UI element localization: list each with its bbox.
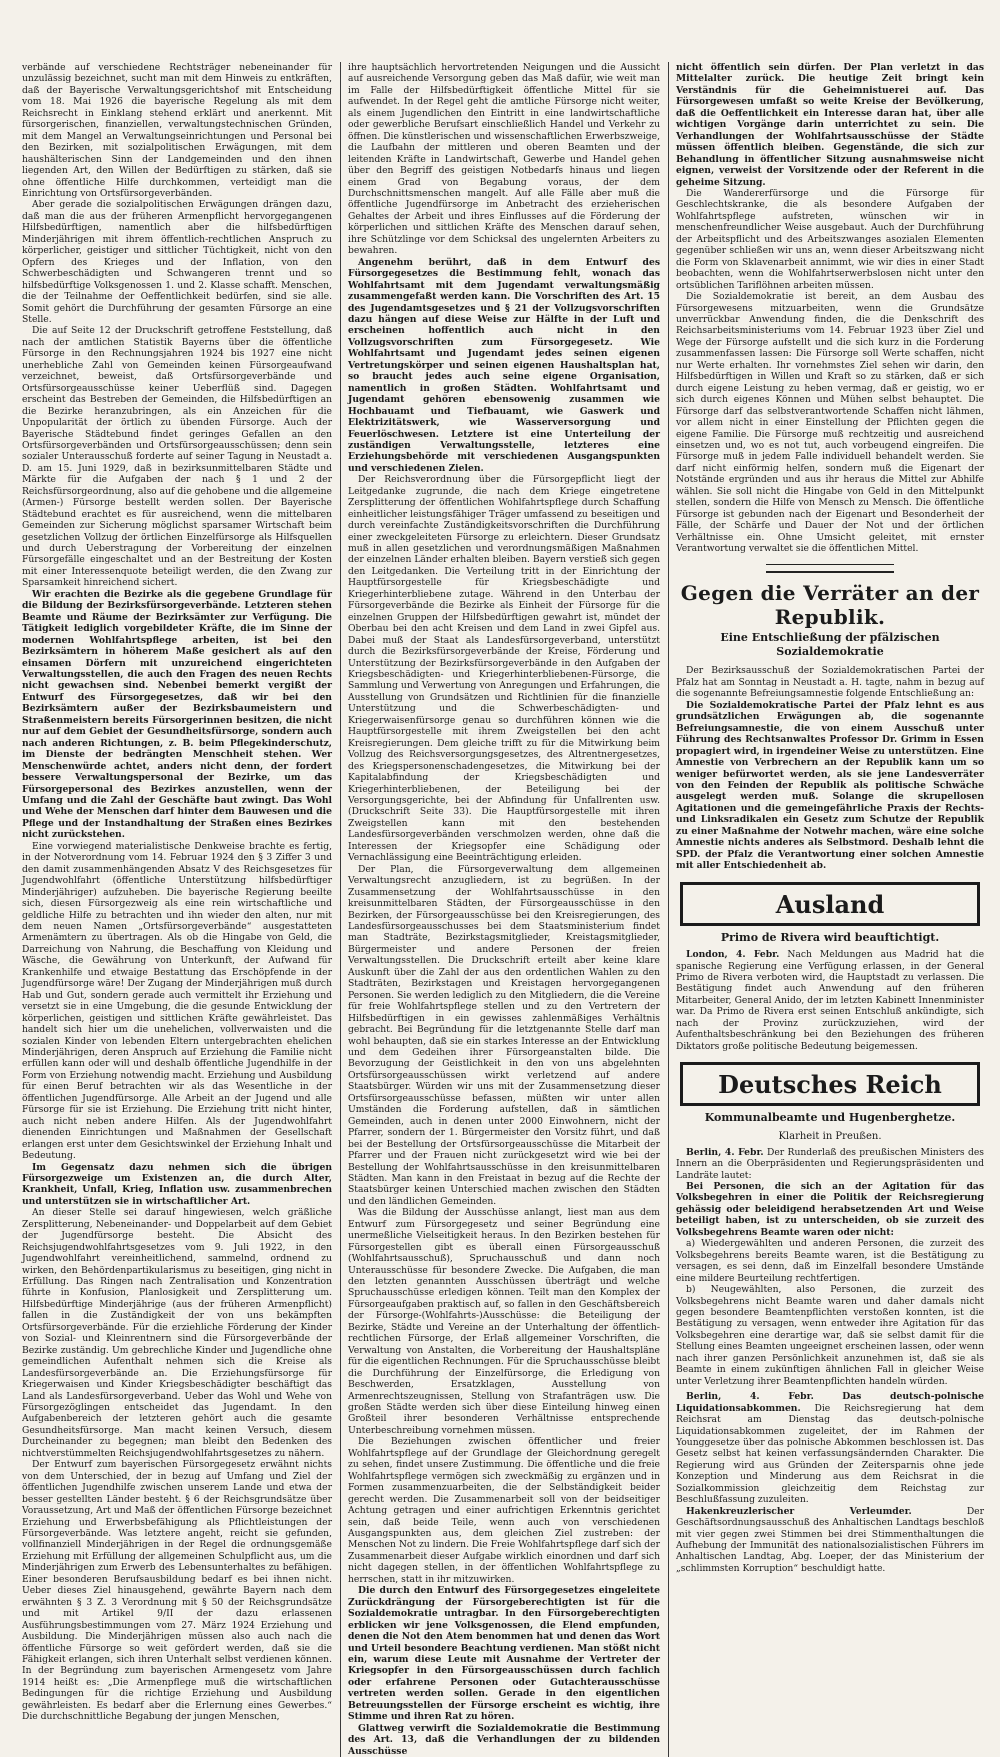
column1-paragraph: Die auf Seite 12 der Druckschrift getroffene Feststellung, daß nach der amtlichen Statistik Bayerns über die öffentliche Fürsorge in den Rechnungsjahren 1924 bis 1927 eine nicht unerhebliche Zahl von Gemeinden keinen Fürsorgeaufwand verzeichnet, beweist, daß Ortsfürsorgeverbände und Ortsfürsorgeausschüsse keiner Ueberflüß sind. Dagegen erscheint das Bestreben der Gemeinden, die Hilfsbedürftigen an die Bezirke heranzubringen, als ein Anzeichen für die Unpopularität der örtlich zu übenden Fürsorge. Auch der Bayerische Städtebund findet geringes Gefallen an den Ortsfürsorgeverbänden und Ortsfürsorgeausschüssen; denn sein sozialer Unterausschuß forderte auf seiner Tagung in Neustadt a. D. am 15. Juni 1929, daß in bezirksunmittelbaren Städte und Märkte für die Aufgaben der nach § 1 und 2 der Reichsfürsorgeordnung, also auf die gehobene und die allgemeine (Armen-) Fürsorge bestellt werden sollen. Der Bayerische Städtebund erachtet es für ausreichend, wenn die mittelbaren Gemeinden zur Sicherung möglichst sparsamer Wirtschaft beim gesetzlichen Vollzug der örtlichen Einzelfürsorge als Hilfsquellen und durch Ueberstragung der Vorbereitung der einzelnen Fürsorgefälle eingeschaltet und an der Bestreitung der Kosten mit einer Interessenquote beteiligt werden, die den Zwang zur Sparsamkeit hinreichend sichert. [22, 325, 332, 589]
column2-paragraph: Der Plan, die Fürsorgeverwaltung dem allgemeinen Verwaltungsrecht anzugliedern, ist zu begrüßen. In der Zusammensetzung der Wohlfahrtsausschüsse in den kreisunmittelbaren Städten, der Fürsorgeausschüsse in den Bezirken, der Fürsorgeausschüsse bei den Kreisregierungen, des Landesfürsorgeausschusses bei dem Staatsministerium findet man Stadträte, Bezirkstagsmitglieder, Kreistagsmitglieder, Bürgermeister und andere Personen der freien Verwaltungsstellen. Die Druckschrift erteilt aber keine klare Auskunft über die Zahl der aus den ordentlichen Wahlen zu den Stadträten, Bezirkstagen und Kreistagen hervorgegangenen Personen. Sie werden lediglich zu den Mitgliedern, die die Vereine für freie Wohlfahrtspflege stellen und zu den Vertretern der Hilfsbedürftigen in ein gewisses zahlenmäßiges Verhältnis gebracht. Bei Begründung für die letztgenannte Stelle darf man wohl behaupten, daß sie ein starkes Interesse an der Entwicklung und dem Gedeihen ihrer Fürsorgeanstalten bilde. Die Bevorzugung der Geistlichkeit in den von uns abgelehnten Ortsfürsorgeausschüssen wirkt verletzend auf andere Staatsbürger. Würden wir uns mit der Zusammensetzung dieser Ortsfürsorgeausschüsse befassen, müßten wir unter allen Umständen die Forderung aufstellen, daß in sämtlichen Gemeinden, auch in denen unter 2000 Einwohnern, nicht der Pfarrer, sondern der 1. Bürgermeister den Vorsitz führt, und daß bei der Bestellung der Ortsfürsorgeausschüsse die Mitarbeit der Pfarrer und der Frauen nicht zurückgesetzt wird wie bei der Bestellung der Wohlfahrtsausschüsse in den kreisunmittelbaren Städten. Man kann in den Freistaat in bezug auf die Rechte der Staatsbürger keinen Unterschied machen zwischen den Städten und den ländlichen Gemeinden. [348, 863, 660, 1207]
column-1 [22, 62, 332, 1757]
column3-paragraph: Die Wandererfürsorge und die Fürsorge für Geschlechtskranke, die als besondere Aufgaben der Wohlfahrtspflege aufstreten, wünschen wir in menschenfreundlicher Weise ausgebaut. Auch der Durchführung der Arbeitspflicht und des Arbeitszwanges asozialen Elementen gegenüber schließen wir uns an, wenn dieser Arbeitszwang nicht die Form von Sklavenarbeit annimmt, wie wir dies in einer Stadt beobachten, wenn die Wohlfahrtserwerbslosen nicht unter den ortsüblichen Tariflöhnen arbeiten müssen. [676, 187, 984, 291]
section-box-deutsches-reich: Deutsches Reich [680, 1062, 980, 1106]
dateline: London, 4. Febr. [686, 949, 780, 961]
article-subtitle: Klarheit in Preußen. [778, 1130, 882, 1142]
column2-paragraph: ihre hauptsächlich hervortretenden Neigungen und die Aussicht auf ausreichende Versorgung geben das Maß dafür, wie weit man im Falle der Hilfsbedürftigkeit öffentliche Mittel für sie aufwendet. In der Regel geht die amtliche Fürsorge nicht weiter, als einem Jugendlichen den Eintritt in eine landwirtschaftliche oder gewerbliche Berufsart einschließlich Handel und Verkehr zu öffnen. Die künstlerischen und wissenschaftlichen Erwerbszweige, die Laufbahn der mittleren und oberen Beamten und der leitenden Kräfte in Landwirtschaft, Gewerbe und Handel gehen über den Begriff des geistigen Notbedarfs hinaus und liegen einem Grad von Begabung voraus, der dem Durchschnittsmenschen mangelt. Auf alle Fälle aber muß die öffentliche Jugendfürsorge im Anbetracht des erzieherischen Gehaltes der Arbeit und ihres Einflusses auf die Förderung der körperlichen und sittlichen Kräfte des Menschen darauf sehen, ihre Schützlinge vor dem Schicksal des ungelernten Arbeiters zu bewahren. [348, 62, 660, 257]
article-headline: Gegen die Verräter an der Republik. [680, 581, 980, 630]
column1-paragraph: Eine vorwiegend materialistische Denkweise brachte es fertig, in der Notverordnung vom 14. Februar 1924 den § 3 Ziffer 3 und den damit zusammenhängenden Absatz V des Reichsgesetzes für Jugendwohlfahrt (öffentliche Unterstützung hilfsbedürftiger Minderjähriger) aufzuheben. Die bayerische Regierung beeilte sich, diesen Fürsorgezweig als eine rein wirtschaftliche und geldliche Hilfe zu betrachten und ihn wieder den alten, nur mit dem neuen Namen „Ortsfürsorgeverbände“ ausgestatteten Armenämtern zu übertragen. Als ob die Hingabe von Geld, die Darreichung von Nahrung, die Beschaffung von Kleidung und Wäsche, die Gewährung von Unterkunft, der Aufwand für Krankenhilfe und etwaige Bestattung das Erschöpfende in der Jugendfürsorge wäre! Der Zugang der Minderjährigen muß durch Hab und Gut, sondern gerade auch vermittelt ihr Erziehung und versetzt sie in eine Umgebung, die die gesunde Entwicklung der körperlichen, geistigen und sittlichen Kräfte gewährleistet. Das handelt sich hier um die unehelichen, vollverwaisten und die sozialen Kinder von lebenden Eltern untergebrachten ehelichen Minderjährigen, deren Anspruch auf Erziehung die Familie nicht erfüllen kann oder will und deshalb öffentliche Jugendhilfe in der Form von Erziehung notwendig macht. Erziehung und Ausbildung für einen Beruf betrachten wir als das Wesentliche in der öffentlichen Jugendfürsorge. Alle Arbeit an der Jugend und alle Fürsorge für sie ist Erziehung. Die Erziehung tritt nicht hinter, auch nicht neben andere Hilfen. Als der Jugendwohlfahrt dienenden Einrichtungen und Maßnahmen der Gesellschaft erlangen erst unter dem Gesichtswinkel der Erziehung Inhalt und Bedeutung. [22, 840, 332, 1162]
column1-paragraph: Im Gegensatz dazu nehmen sich die übrigen Fürsorgezweige um Existenzen an, die durch Alter, Krankheit, Unfall, Krieg, Inflation usw. zusammenbrechen und unterstützen sie in wirtschaftlicher Art. [22, 1161, 332, 1207]
column1-paragraph: Aber gerade die sozialpolitischen Erwägungen drängen dazu, daß man die aus der früheren Armenpflicht hervorgegangenen Hilfsbedürftigen, namentlich aber die hilfsbedürftigen Minderjährigen mit ihrem öffentlich-rechtlichen Anspruch zu körperlicher, geistiger und sittlicher Tüchtigkeit, nicht von den Opfern des Krieges und der Inflation, von den Schwerbeschädigten und Schwangeren trennt und so hilfsbedürftige Volksgenossen 1. und 2. Klasse schafft. Menschen, die der Teilnahme der Oeffentlichkeit bedürfen, sind sie alle. Somit gehört die Durchführung der gesamten Fürsorge an eine Stelle. [22, 199, 332, 325]
column1-paragraph: Wir erachten die Bezirke als die gegebene Grundlage für die Bildung der Bezirksfürsorgeverbände. Letzteren stehen Beamte und Räume der Bezirksämter zur Verfügung. Die Tätigkeit lediglich vorgebildeter Kräfte, die im Sinne der modernen Wohlfahrtspflege arbeiten, ist bei den Bezirksämtern in höherem Maße gesichert als auf den einsamen Dörfern mit unzureichend eingerichteten Verwaltungsstellen, die auch den Fragen des neuen Rechts nicht gewachsen sind. Nebenbei bemerkt vergißt der Entwurf des Fürsorgegesetzes, daß wir bei den Bezirksämtern außer der Bezirksbaumeistern und Straßenmeistern bereits Fürsorgerinnen besitzen, die nicht nur auf dem Gebiet der Gesundheitsfürsorge, sondern auch nach anderen Richtungen, z. B. beim Pflegekinderschutz, im Dienste der bedrängten Menschheit stehen. Wer Menschenwürde achtet, anders nicht denn, der fordert bessere Verwaltungspersonal der Bezirke, um das Fürsorgepersonal des Bezirkes anzustellen, wenn der Umfang und die Zahl der Geschäfte baut zwingt. Das Wohl und Wehe der Menschen darf hinter dem Bauwesen und die Pflege und der Instandhaltung der Straßen eines Bezirkes nicht zurückstehen. [22, 588, 332, 841]
column2-paragraph: Der Reichsverordnung über die Fürsorgepflicht liegt der Leitgedanke zugrunde, die nach dem Kriege eingetretene Zersplitterung der öffentlichen Wohlfahrtspflege durch Schaffung einheitlicher leistungsfähiger Träger umfassend zu beseitigen und durch vereinfachte Zuständigkeitsvorschriften die Durchführung einer zweckgeleiteten Fürsorge zu erleichtern. Dieser Grundsatz muß in allen gesetzlichen und verordnungsmäßigen Maßnahmen der einzelnen Länder erhalten bleiben. Bayern verstieß sich gegen den Leitgedanken. Die Verteilung tritt in der Einrichtung der Hauptfürsorgestelle für Kriegsbeschädigte und Kriegerhinterbliebene zutage. Während in den Unterbau der Fürsorgeverbände die Bezirke als Einheit der Fürsorge für die einzelnen Gruppen der Hilfsbedürftigen gewahrt ist, mündet der Oberbau bei den acht Kreisen und dem Land in zwei Gipfel aus. Dabei muß der Staat als Landesfürsorgeverband, unterstützt durch die Bezirksfürsorgeverbände der Kreise, Förderung und Unterstützung der Bezirksfürsorgeverbände in den Aufgaben der Kriegsbeschädigten- und Kriegerhinterbliebenen-Fürsorge, die Sammlung und Verwertung von Anregungen und Erfahrungen, die Ausstellung von Grundsätzen und Richtlinien für die finanzielle Unterstützung und die Schwerbeschädigten- und Kriegerwaisenfürsorge genau so durchführen können wie die Hauptfürsorgestelle mit ihrem Zweigstellen bei den acht Kreisregierungen. Dem gleiche trifft zu für die Mitwirkung beim Vollzug des Reichsversorgungsgesetzes, des Altrentnergesetzes, des Kriegspersonenschadengesetzes, die Mitwirkung bei der Kapitalabfindung der Kriegsbeschädigten und Kriegerhinterbliebenen, der Beteiligung bei der Versorgungsgerichte, bei der Abfindung für Unfallrenten usw. (Druckschrift Seite 33). Die Hauptfürsorgestelle mit ihren Zweigstellen kann mit den bestehenden Landesfürsorgeverbänden verschmolzen werden, ohne daß die Interessen der Kriegsopfer eine Schädigung oder Vernachlässigung eine Beeinträchtigung erleiden. [348, 474, 660, 864]
news-title: Hakenkreuzlerischer Verleumder. [686, 1505, 912, 1517]
article-paragraph: Der Bezirksausschuß der Sozialdemokratischen Partei der Pfalz hat am Sonntag in Neustadt a. H. tagte, nahm in bezug auf die sogenannte Befreiungsamnestie folgende Entschließung an: [676, 665, 984, 700]
article-text: Der Geschäftsordnungsausschuß des Anhaltischen Landtags beschloß mit vier gegen zwei Stimmen bei drei Stimmenthaltungen die Aufhebung der Immunität des nationalsozialistischen Führers im Anhaltischen Landtag, Abg. Loeper, der das Ministerium der „schlimmsten Korruption“ beschuldigt hatte. [676, 1505, 985, 1574]
article-paragraph: b) Neugewählten, also Personen, die zurzeit des Volksbegehrens nicht Beamte waren und daher damals nicht gegen besondere Beamtenpflichten verstoßen konnten, ist die Bestätigung zu versagen, wenn entweder ihre Agitation für das Volksbegehren eine derartige war, daß sie selbst damit für die Stellung eines Beamten ungeeignet erscheinen lassen, oder wenn nach ihrer ganzen Persönlichkeit anzunehmen ist, daß sie als Beamte in einem zukünftigen ähnlichen Fall in gleicher Weise unter Verletzung ihrer Beamtenpflichten handeln würden. [676, 1284, 984, 1387]
article-paragraph: a) Wiedergewählten und anderen Personen, die zurzeit des Volksbegehrens bereits Beamte waren, ist die Bestätigung zu versagen, es sei denn, daß im Einzelfall besondere Umstände eine mildere Beurteilung rechtfertigen. [676, 1238, 984, 1284]
article-subhead: Eine Entschließung der pfälzischen Sozialdemokratie [720, 631, 940, 659]
column3-paragraph: nicht öffentlich sein dürfen. Der Plan verletzt in das Mittelalter zurück. Die heutige Zeit bringt kein Verständnis für die Geheimnistuerei auf. Das Fürsorgewesen umfaßt so weite Kreise der Bevölkerung, daß die Oeffentlichkeit ein Interesse daran hat, über alle wichtigen Vorgänge darin unterrichtet zu sein. Die Verhandlungen der Wohlfahrtsausschüsse der Städte müssen öffentlich bleiben. Gegenstände, die sich zur Behandlung in öffentlicher Sitzung ausnahmsweise nicht eignen, verweist der Vorsitzende oder der Referent in die geheime Sitzung. [676, 62, 984, 188]
article-headline: Kommunalbeamte und Hugenberghetze. [704, 1111, 956, 1125]
column2-paragraph: Was die Bildung der Ausschüsse anlangt, liest man aus dem Entwurf zum Fürsorgegesetz und seiner Begründung eine unermeßliche Vielseitigkeit heraus. In den Bezirken bestehen für Fürsorgestellen gibt es überall einen Fürsorgeausschuß (Wohlfahrtsausschuß), Spruchausschuß und dann noch Unterausschüsse für besondere Zwecke. Die Aufgaben, die man den letzten genannten Ausschüssen überträgt und welche Spruchausschüsse erledigen können. Teilt man den Komplex der Fürsorgeaufgaben praktisch auf, so fallen in den Geschäftsbereich der Fürsorge-(Wohlfahrts-)Ausschüsse: die Beteiligung der Bezirke, Städte und Vereine an der Unterhaltung der öffentlich-rechtlichen Fürsorge, der Erlaß allgemeiner Vorschriften, die Verwaltung von Anstalten, die Vorbereitung der Haushaltspläne für die eigentlichen Rechnungen. Für die Spruchausschüsse bleibt die Durchführung der Einzelfürsorge, die Erledigung von Beschwerden, Ersatzklagen, Ausstellung von Armenrechtszeugnissen, Stellung von Strafanträgen usw. Die großen Städte werden sich über diese Einteilung hinweg einen Großteil ihrer besonderen Verhältnisse entsprechende Unterbeschreibung vornehmen müssen. [348, 1207, 660, 1436]
column1-paragraph: An dieser Stelle sei darauf hingewiesen, welch gräßliche Zersplitterung, Nebeneinander- und Doppelarbeit auf dem Gebiet der Jugendfürsorge besteht. Die Absicht des Reichsjugendwohlfahrtsgesetzes vom 9. Juli 1922, in den Jugendwohlfahrt vereinheitlichend, sammelnd, ordnend zu wirken, den Behördenpartikularismus zu beseitigen, ging nicht in Erfüllung. Das Ringen nach Zentralisation und Konzentration führte in Konfusion, Planlosigkeit und Zersplitterung um. Hilfsbedürftige Minderjährige (aus der früheren Armenpflicht) fallen in die Zuständigkeit der von uns bekämpften Ortsfürsorgeverbände. Für die erziehliche Förderung der Kinder von Sozial- und Kleinrentnern sind die Fürsorgeverbände der Bezirke zuständig. Um gebrechliche Kinder und Jugendliche ohne gemeindlichen Aufenthalt nehmen sich die Kreise als Landesfürsorgeverbände an. Die Erziehungsfürsorge für Kriegerwaisen und Kinder Kriegsbeschädigter beschäftigt das Land als Landesfürsorgeverband. Ueber das Wohl und Wehe von Fürsorgezöglingen entscheidet das Jugendamt. In den Aufgabenbereich der letzteren gehört auch die gesamte Gesundheitsfürsorge. Man macht keinen Versuch, diesem Durcheinander zu begegnen; man bleibt den Bedenken des nichtverstümmelten Reichsjugendwohlfahrtsgesetzes zu nähern. [22, 1207, 332, 1459]
dateline: Berlin, 4. Febr. [686, 1391, 814, 1403]
column1-paragraph: verbände auf verschiedene Rechtsträger nebeneinander für unzulässig bezeichnet, sucht man mit dem Hinweis zu entkräften, daß der Bayerische Verwaltungsgerichtshof mit Entscheidung vom 18. Mai 1926 die bayerische Regelung als mit dem Reichsrecht in Einklang stehend erklärt und anerkennt. Mit fürsorgerischen, finanziellen, verwaltungstechnischen Gründen, mit dem Mangel an Verwaltungseinrichtungen und Personal bei den Bezirken, mit sozialpolitischen Erwägungen, mit dem haushälterischen Sinn der Landgemeinden und den ihnen liegenden Art, den Willen der Bedürftigen zu stärken, daß sie ohne öffentliche Hilfe durchkommen, verteidigt man die Einrichtung von Ortsfürsorgeverbänden. [22, 62, 332, 199]
article-paragraph: Bei Personen, die sich an der Agitation für das Volksbegehren in einer die Politik der Reichsregierung gehässig oder beleidigend herabsetzenden Art und Weise beteiligt haben, ist zu unterscheiden, ob sie zurzeit des Volksbegehrens Beamte waren oder nicht: [676, 1180, 984, 1238]
dateline: Berlin, 4. Febr. [686, 1146, 764, 1158]
column-2 [340, 62, 660, 1757]
news-title: Das deutsch-polnische Liquidationsabkommen. [676, 1391, 985, 1414]
column2-paragraph: Glattweg verwirft die Sozialdemokratie die Bestimmung des Art. 13, daß die Verhandlungen der zu bildenden Ausschüsse [348, 1722, 660, 1757]
article-headline: Primo de Rivera wird beauftichtigt. [720, 930, 940, 944]
section-box-ausland: Ausland [680, 882, 980, 926]
column2-paragraph: Die durch den Entwurf des Fürsorgegesetzes eingeleitete Zurückdrängung der Fürsorgeberechtigten ist für die Sozialdemokratie untragbar. In den Fürsorgeberechtigten erblicken wir jene Volksgenossen, die Elend empfunden, denen die Not den Atem benommen hat und denen das Wort und Urteil besondere Beachtung verdienen. Man stößt nicht ein, warum diese Leute mit Ausnahme der Vertreter der Kriegsopfer in den Fürsorgeausschüssen durch fachlich oder erfahrene Personen oder Gutachterausschüsse vertreten werden sollen. Gerade in den eigentlichen Betreuungsstellen der Fürsorge erscheint es wichtig, ihre Stimme und ihren Rat zu hören. [348, 1585, 660, 1723]
article-text: Der Runderlaß des preußischen Ministers des Innern an die Oberpräsidenten und Regierungspräsidenten und Landräte lautet: [676, 1146, 984, 1181]
article-text: Nach Meldungen aus Madrid hat die spanische Regierung eine Verfügung erlassen, in der General Primo de Rivera verboten wird, die Hauptstadt zu verlassen. Die Bestätigung findet auch Anwendung auf den früheren Mitarbeiter, General Anido, der im letzten Kabinett Innenminister war. Da Primo de Rivera erst seinen Entschluß ankündigte, sich nach der Provinz zurückzuziehen, wird der Aufenthaltsbeschränkung bei den Beziehungen des früheren Diktators große politische Bedeutung beigemessen. [676, 949, 985, 1052]
article-paragraph: Die Sozialdemokratische Partei der Pfalz lehnt es aus grundsätzlichen Erwägungen ab, die sogenannte Befreiungsamnestie, die von einem Ausschuß unter Führung des Rechtsanwaltes Professor Dr. Grimm in Essen propagiert wird, in irgendeiner Weise zu unterstützen. Eine Amnestie von Verbrechern an der Republik kann um so weniger befürwortet werden, als sie jene Landesverräter von den Feinden der Republik als politische Schwäche ausgelegt werden muß. Solange die skrupellosen Agitationen und die gemeingefährliche Praxis der Rechts- und Linksradikalen ein Gesetz zum Schutze der Republik zu einer Maßnahme der Notwehr machen, wäre eine solche Amnestie nichts anderes als Selbstmord. Deshalb lehnt die SPD. der Pfalz die Verantwortung einer solchen Amnestie mit aller Entschiedenheit ab. [676, 699, 984, 872]
section-divider [766, 564, 894, 573]
column-3 [668, 62, 984, 1757]
column2-paragraph: Angenehm berührt, daß in dem Entwurf des Fürsorgegesetzes die Bestimmung fehlt, wonach das Wohlfahrtsamt mit dem Jugendamt verwaltungsmäßig zusammengefaßt werden kann. Die Vorschriften des Art. 15 des Jugendamtsgesetzes und § 21 der Vollzugsvorschriften dazu hängen auf diese Weise zur Hälfte in der Luft und erscheinen hoffentlich auch nicht in den Vollzugsvorschriften zum Fürsorgegesetz. Wie Wohlfahrtsamt und Jugendamt jedes seinen eigenen Vertretungskörper und seinen eigenen Haushaltsplan hat, so braucht jedes auch seine eigene Organisation, namentlich in großen Städten. Wohlfahrtsamt und Jugendamt gehören ebensowenig zusammen wie Hochbauamt und Tiefbauamt, wie Gaswerk und Elektrizitätswerk, wie Wasserversorgung und Feuerlöschwesen. Letztere ist eine Unterteilung der zuständigen Verwaltungsstelle, letzteres eine Erziehungsbehörde mit verschiedenen Ausgangspunkten und verschiedenen Zielen. [348, 256, 660, 474]
column2-paragraph: Die Beziehungen zwischen öffentlicher und freier Wohlfahrtspflege auf der Grundlage der Gleichordnung geregelt zu sehen, findet unsere Zustimmung. Die öffentliche und die freie Wohlfahrtspflege vermögen sich zweckmäßig zu ergänzen und in Formen zusammenzuarbeiten, die der Selbständigkeit beider gerecht werden. Die Zusammenarbeit soll von der beidseitiger Achtung getragen und einer aufrichtigen Erkenntnis gerichtet sein, daß beide Teile, wenn auch von verschiedenen Ausgangspunkten aus, dem gleichen Ziel zustreben: der Menschen Not zu lindern. Die Freie Wohlfahrtspflege darf sich der Zusammenarbeit dieser Aufgabe wirklich einordnen und darf sich nicht dagegen stellen, in der öffentlichen Wohlfahrtspflege zu herrschen, statt in ihr mitzuwirken. [348, 1436, 661, 1585]
column1-paragraph: Der Entwurf zum bayerischen Fürsorgegesetz erwähnt nichts von dem Unterschied, der in bezug auf Umfang und Ziel der öffentlichen Jugendhilfe zwischen unserem Lande und etwa der besser gestellten Länder besteht. § 6 der Reichsgrundsätze über Voraussetzung, Art und Maß der öffentlichen Fürsorge bezeichnet Erziehung und Erwerbsbefähigung als Pflichtleistungen der Fürsorgeverbände. Was letztere angeht, reicht sie gefunden, vollfinanziell Minderjährigen in der Regel die ordnungsgemäße Erziehung mit Erfüllung der allgemeinen Schulpflicht aus, um die Minderjährigen zum Erwerb des Lebensunterhaltes zu befähigen. Einer besonderen Berufsausbildung bedarf es bei ihnen nicht. Ueber dieses Ziel hinausgehend, gewährte Bayern nach dem erwähnten § 3 Z. 3 Verordnung mit § 50 der Reichsgrundsätze und mit Artikel 9/II der dazu erlassenen Ausführungsbestimmungen vom 27. März 1924 Erziehung und Ausbildung. Die Minderjährigen müssen also auch nach die öffentliche Fürsorge so weit gefördert werden, daß sie die Fähigkeit erlangen, sich ihren Unterhalt selbst verdienen können. In der Begründung zum bayerischen Armengesetz vom Jahre 1914 heißt es: „Die Armenpflege muß die wirtschaftlichen Bedingungen für die richtige Erziehung und Ausbildung gewährleisten. Es bedarf aber die Erlernung eines Gewerbes.“ Die durchschnittliche Begabung der jungen Menschen, [22, 1459, 332, 1723]
article-text: Die Reichsregierung hat dem Reichsrat am Dienstag das deutsch-polnische Liquidationsabkommen zugeleitet, der im Rahmen der Younggesetze über das polnische Abkommen beschlossen ist. Das Gesetz selbst hat keinen verfassungsändernden Charakter. Die Regierung wird aus Gründen der Zeitersparnis ohne jede Konzeption und Minderung aus dem Reichsrat in die Sozialkommission gleichzeitig dem Reichstag zur Beschlußfassung zuzuleiten. [676, 1402, 984, 1506]
column3-paragraph: Die Sozialdemokratie ist bereit, an dem Ausbau des Fürsorgewesens mitzuarbeiten, wenn die Grundsätze unverrückbar Anwendung finden, die die Denkschrift des Reichsarbeitsministeriums vom 14. Februar 1923 über Ziel und Wege der Fürsorge aufstellt und die sich kurz in die Forderung zusammenfassen lassen: Die Fürsorge soll Werte schaffen, nicht nur Werte erhalten. Ihr vornehmstes Ziel sehen wir darin, den Hilfsbedürftigen in Willen und Kraft so zu stärken, daß er sich durch eigene Leistung zu heben vermag, daß er geistig, wo er sich durch eigenes Können und Mühen selbst behauptet. Die Fürsorge darf das selbstverantwortende Schaffen nicht lähmen, vor allem nicht in einer Einstellung der Pflichten gegen die eigene Familie. Die Fürsorge muß rechtzeitig und ausreichend einsetzen und, wo es not tut, auch vorbeugend eingreifen. Die Fürsorge muß in jedem Falle individuell behandelt werden. Sie darf nicht einförmig helfen, sondern muß die Eigenart der Notstände ergründen und aus ihr heraus die Mittel zur Abhilfe wählen. Sie soll nicht die Hingabe von Geld in den Mittelpunkt stellen, sondern die Hilfe von Mensch zu Mensch. Die öffentliche Fürsorge ist gebunden nach der Eigenart und Besonderheit der Fälle, der Schärfe und Dauer der Not und der örtlichen Verhältnisse ein. Ohne Umsicht geleitet, mit ernster Verantwortung verwaltet sie die öffentlichen Mittel. [676, 291, 984, 555]
